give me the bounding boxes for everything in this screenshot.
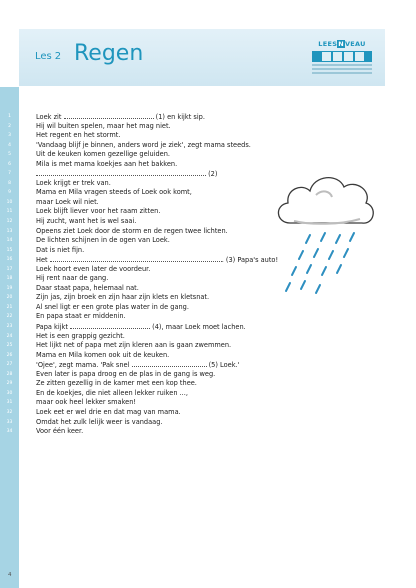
line-number: 31 — [6, 400, 13, 406]
lesson-number: 2 — [54, 51, 62, 62]
text-line-content: Papa kijkt — [36, 323, 71, 332]
lesson-label — [35, 51, 61, 62]
text-line-continuation: (2) — [206, 170, 218, 179]
text-line-content: Loek hoort even later de voordeur. — [36, 264, 151, 273]
line-number: 11 — [6, 209, 13, 215]
text-line-content: Loek blijft liever voor het raam zitten. — [36, 207, 161, 216]
line-number: 12 — [6, 219, 13, 225]
badge-brand-mid: N — [338, 40, 344, 48]
text-line-content: Hij rent naar de gang. — [36, 274, 109, 283]
text-line-content: Loek zit — [36, 113, 64, 121]
line-number: 30 — [6, 390, 13, 396]
line-number: 23 — [6, 324, 13, 330]
text-line — [36, 150, 336, 160]
line-number: 25 — [6, 343, 13, 349]
text-line-content: Daar staat papa, helemaal nat. — [36, 283, 139, 292]
text-line-continuation: (4), maar Loek moet lachen. — [150, 323, 246, 332]
line-number: 1 — [8, 114, 11, 119]
text-line — [36, 418, 336, 428]
text-line-content: 'Ojee', zegt mama. 'Pak snel — [36, 361, 132, 370]
line-number: 13 — [6, 228, 13, 234]
text-line — [36, 379, 336, 389]
text-line-content: De lichten schijnen in de ogen van Loek. — [36, 236, 170, 245]
text-line-content: Ze zitten gezellig in de kamer met een kop thee. — [36, 379, 197, 388]
text-line-content: Loek eet er wel drie en dat mag van mama. — [36, 407, 181, 416]
page-number: 4 — [8, 572, 12, 578]
line-number: 4 — [8, 142, 11, 148]
text-line-content: Het regent en het stormt. — [36, 131, 121, 140]
line-number: 6 — [8, 161, 11, 167]
text-line-content: Mama en Mila vragen steeds of Loek ook komt, — [36, 188, 192, 197]
line-number: 16 — [6, 257, 13, 263]
text-line-content: Omdat het zulk lelijk weer is vandaag. — [36, 417, 163, 426]
text-line — [36, 332, 336, 342]
text-line-content: Het lijkt net of papa met zijn kleren aan is gaan zwemmen. — [36, 341, 232, 350]
line-number: 29 — [6, 381, 13, 387]
text-line — [36, 341, 336, 351]
line-number: 5 — [8, 152, 11, 158]
line-number: 10 — [6, 199, 13, 205]
text-line — [36, 322, 336, 332]
fill-in-blank[interactable] — [64, 112, 154, 119]
line-number-column — [0, 112, 19, 437]
line-number: 20 — [6, 295, 13, 301]
badge-level-strip — [312, 51, 372, 62]
fill-in-blank[interactable] — [50, 255, 222, 262]
badge-brand-left: LEES — [318, 40, 338, 48]
text-line-content: Even later is papa droog en de plas in de gang is weg. — [36, 369, 216, 378]
lesson-label-text: Les — [35, 51, 52, 62]
badge-brand-right: VEAU — [344, 40, 366, 48]
text-line-content: Al snel ligt er een grote plas water in de gang. — [36, 302, 189, 311]
text-line-content: Zijn jas, zijn broek en zijn haar zijn klets en kletsnat. — [36, 293, 210, 302]
fill-in-blank[interactable] — [70, 322, 150, 329]
line-number: 24 — [6, 333, 13, 339]
text-line — [36, 312, 336, 322]
text-line — [36, 389, 336, 399]
text-line — [36, 131, 336, 141]
badge-fine-print — [312, 64, 372, 76]
text-line — [36, 408, 336, 418]
line-number: 17 — [6, 266, 13, 272]
text-line — [36, 141, 336, 151]
text-line — [36, 122, 336, 132]
line-number: 9 — [8, 190, 11, 196]
text-line-content: Mila is met mama koekjes aan het bakken. — [36, 159, 178, 168]
line-number: 27 — [6, 362, 13, 368]
text-line-content: Dat is niet fijn. — [36, 245, 85, 254]
page-title: Regen — [74, 41, 144, 66]
line-number: 18 — [6, 276, 13, 282]
line-number: 33 — [6, 419, 13, 425]
line-number: 15 — [6, 247, 13, 253]
badge-brand — [312, 40, 372, 49]
rain-cloud-icon — [270, 165, 380, 305]
line-number: 14 — [6, 238, 13, 244]
line-number: 26 — [6, 352, 13, 358]
line-number: 2 — [8, 123, 11, 129]
text-line-continuation: (1) en kijkt sip. — [153, 113, 205, 121]
text-line-content: maar ook heel lekker smaken! — [36, 398, 137, 407]
text-line-content: Hij wil buiten spelen, maar het mag niet. — [36, 121, 171, 130]
line-number: 8 — [8, 180, 11, 186]
text-line-content: En papa staat er middenin. — [36, 312, 126, 321]
line-number: 3 — [8, 133, 11, 139]
text-line-continuation: (5) Loek.' — [206, 361, 240, 370]
text-line-content: 'Vandaag blijf je binnen, anders word je ziek', zegt mama steeds. — [36, 140, 251, 149]
text-line-content: Voor één keer. — [36, 427, 84, 436]
text-line-content: maar Loek wil niet. — [36, 197, 99, 206]
text-line — [36, 370, 336, 380]
line-number: 19 — [6, 285, 13, 291]
text-line — [36, 427, 336, 437]
text-line-content: Het is een grappig gezicht. — [36, 331, 125, 340]
text-line-continuation: . (3) Papa's auto! — [221, 256, 279, 265]
leesniveau-badge — [312, 40, 372, 78]
line-number: 32 — [6, 409, 13, 415]
text-line-content: Loek krijgt er trek van. — [36, 178, 111, 187]
text-line — [36, 360, 336, 370]
text-line-content: Opeens ziet Loek door de storm en de regen twee lichten. — [36, 226, 228, 235]
line-number: 22 — [6, 314, 13, 320]
text-line — [36, 351, 336, 361]
fill-in-blank[interactable] — [36, 169, 206, 176]
text-line-content: Mama en Mila komen ook uit de keuken. — [36, 350, 170, 359]
text-line — [36, 112, 336, 122]
line-number: 28 — [6, 371, 13, 377]
text-line-content: Hij zucht, want het is wel saai. — [36, 217, 137, 226]
line-number: 7 — [8, 171, 11, 177]
line-number: 34 — [6, 429, 13, 435]
fill-in-blank[interactable] — [132, 360, 207, 367]
text-line — [36, 398, 336, 408]
text-line-content: En de koekjes, die niet alleen lekker ruiken ..., — [36, 388, 188, 397]
text-line-content: Uit de keuken komen gezellige geluiden. — [36, 150, 170, 159]
text-line-content: Het — [36, 256, 50, 265]
line-number: 21 — [6, 304, 13, 310]
